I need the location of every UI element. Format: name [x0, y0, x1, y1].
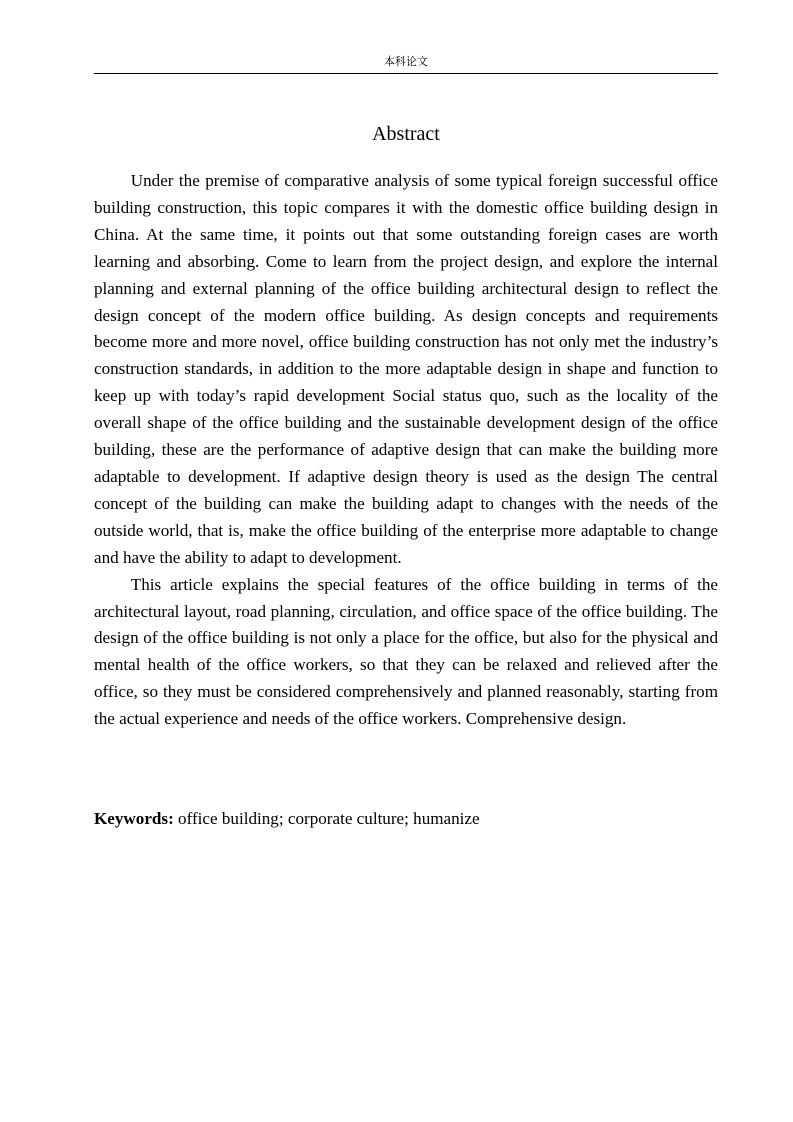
abstract-paragraph-1: Under the premise of comparative analysis of some typical foreign successful office building construction, this topic compares it with the domestic office building design in China. At the same time, it points out that some outstanding foreign cases are worth learning and absorbing. Come to learn from the project design, and explore the internal planning and external planning of the office building architectural design to reflect the design concept of the modern office building. As design concepts and requirements become more and more novel, office building construction has not only met the industry’s construction standards, in addition to the more adaptable design in shape and function to keep up with today’s rapid development Social status quo, such as the locality of the overall shape of the office building and the sustainable development design of the office building, these are the performance of adaptive design that can make the building more adaptable to development. If adaptive design theory is used as the design The central concept of the building can make the building adapt to changes with the needs of the outside world, that is, make the office building of the enterprise more adaptable to change and have the ability to adapt to development. [94, 171, 718, 567]
keywords-label: Keywords: [94, 809, 174, 828]
running-header: 本科论文 [384, 55, 428, 68]
abstract-body [94, 168, 718, 733]
keywords-value: office building; corporate culture; humanize [178, 809, 480, 828]
abstract-title: Abstract [372, 123, 440, 145]
keywords-line [94, 806, 718, 832]
abstract-paragraph-2: This article explains the special features of the office building in terms of the architectural layout, road planning, circulation, and office space of the office building. The design of the office building is not only a place for the office, but also for the physical and mental health of the office workers, so that they can be relaxed and relieved after the office, so they must be considered comprehensively and planned reasonably, starting from the actual experience and needs of the office workers. Comprehensive design. [94, 574, 718, 729]
header-rule [94, 73, 718, 74]
